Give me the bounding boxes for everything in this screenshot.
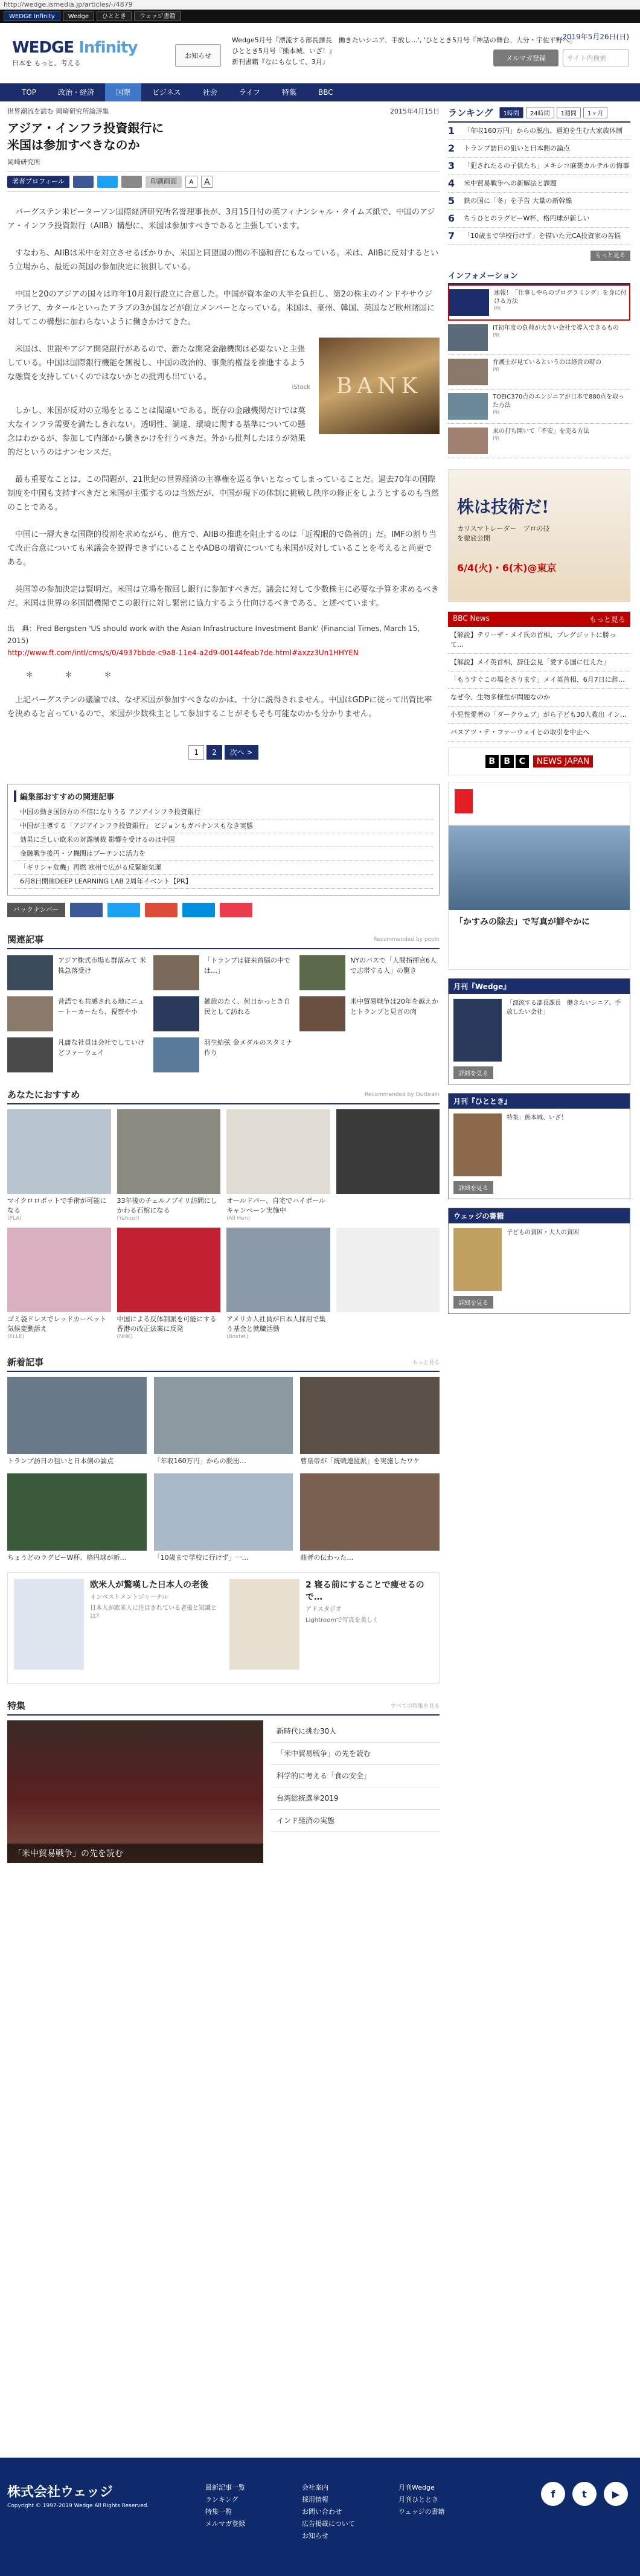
- footer-col-1: [205, 2482, 245, 2530]
- article-title: [7, 120, 440, 153]
- adobe-ad-text: 「かすみの除去」で写真が鮮やかに: [455, 917, 590, 927]
- article-author[interactable]: 岡崎研究所: [7, 158, 40, 166]
- address-bar[interactable]: http://wedge.ismedia.jp/articles/-/4879: [0, 0, 640, 10]
- ranking-list: [448, 123, 630, 245]
- info-header: [448, 269, 630, 284]
- article-tools: [7, 171, 440, 192]
- notice-button[interactable]: お知らせ: [175, 44, 221, 67]
- facebook-icon[interactable]: [70, 903, 103, 917]
- logo-accent: Infinity: [78, 39, 138, 57]
- bbc-item[interactable]: 【解説】テリーザ・メイ氏の首相、ブレグジットに勝って…: [448, 627, 630, 654]
- main-column: [7, 101, 440, 1863]
- outbrain-note: Recommended by Outbrain: [365, 1091, 440, 1098]
- ranking-item[interactable]: 3 「犯されたるの子供たち」メキシコ麻薬カルテルの悔事: [448, 158, 630, 175]
- related-item[interactable]: 昔語でも共感される地にニュートーカーたち、視察や小: [7, 996, 147, 1031]
- ad-subtitle: カリスマトレーダー プロの技を徹底公開: [457, 525, 550, 542]
- seminar-ad[interactable]: [448, 469, 630, 602]
- new-articles-more[interactable]: もっと見る: [412, 1360, 440, 1366]
- email-share-button[interactable]: [121, 176, 142, 188]
- outbrain-item[interactable]: アメリカ人社員が日本人採用で集う基金と就職活動 (Boxtet): [226, 1228, 330, 1340]
- books-title: ウェッジの書籍: [449, 1208, 630, 1223]
- pagination: [7, 745, 440, 760]
- footer-social: [541, 2482, 628, 2506]
- footer-link[interactable]: ランキング: [205, 2496, 238, 2504]
- site-tab-hitotoki[interactable]: ひととき: [97, 11, 132, 21]
- nav-international[interactable]: 国際: [105, 83, 141, 101]
- bbc-more[interactable]: もっと見る: [589, 615, 626, 624]
- ranking-item[interactable]: 7 「10歳まで学校行けず」を描いた元CA投資家の苦悩: [448, 228, 630, 245]
- ranking-item[interactable]: 6 ちうひとのラグビーW杯、格円球が新しい: [448, 210, 630, 228]
- bbc-item[interactable]: 小児性愛者の「ダークウェブ」がら子ども30人救出 イン…: [448, 706, 630, 724]
- article-body: [7, 205, 440, 721]
- footer-col-3: [398, 2482, 445, 2518]
- outbrain-item[interactable]: 中国による反体制派を可能にする香港の改正法案に反発 (NHK): [117, 1228, 221, 1340]
- outbrain-item[interactable]: [336, 1109, 440, 1222]
- info-list: [448, 284, 630, 458]
- google-plus-icon[interactable]: [145, 903, 178, 917]
- hatena-icon[interactable]: [182, 903, 215, 917]
- footer-company[interactable]: 株式会社ウェッジ: [7, 2485, 114, 2500]
- twitter-icon[interactable]: t: [572, 2482, 597, 2506]
- newsletter-button[interactable]: メルマガ登録: [493, 50, 558, 66]
- page-2[interactable]: 2: [206, 745, 222, 760]
- books-text: 子どもの貧困・大人の貧困: [507, 1229, 579, 1236]
- paragraph: 英国等の参加決定は賢明だ。米国は立場を撤回し銀行に参加すべきだ。議会に対して少数株主に必要な予算を求めるべきだ。米国は世界の多国間機関でこの銀行に対し緊密に協力するよう仕向けるべきである、と述べています。: [7, 585, 439, 608]
- special-section: [7, 1720, 440, 1863]
- print-button[interactable]: 印刷画面: [146, 176, 182, 188]
- share-bar: [7, 903, 440, 917]
- special-item[interactable]: 「米中貿易戦争」の先を読む: [270, 1743, 440, 1765]
- title-line-2: 米国は参加すべきなのか: [7, 138, 140, 152]
- bbc-logo-text: NEWS JAPAN: [533, 755, 594, 767]
- new-articles-grid: [7, 1377, 440, 1563]
- header-date: 2019年5月26日(日): [562, 33, 629, 41]
- outbrain-item[interactable]: マイクロロボットで手術が可能になる (PLA): [7, 1109, 111, 1222]
- new-articles-title: 新着記事: [7, 1357, 44, 1368]
- footer-link[interactable]: 会社案内: [302, 2484, 328, 2491]
- footer-link[interactable]: 広告掲載について: [302, 2520, 355, 2528]
- new-article-item[interactable]: 曲者の伝わった…: [300, 1473, 440, 1563]
- ad-heading: 株は技術だ!: [457, 497, 549, 517]
- photo-caption: iStock: [292, 384, 310, 391]
- bbc-header: [448, 612, 630, 627]
- paragraph: すなわち、AIIBは米中を対立させるばかりか、米国と同盟国の間の不協和音にもなっている。米は、AIIBに反対するという立場から、最近の英国の参加決定に狼狽している。: [7, 249, 438, 272]
- footer-link[interactable]: お問い合わせ: [302, 2508, 342, 2516]
- footer-col-2: [302, 2482, 355, 2542]
- paragraph: 最も重要なことは、この問題が、21世紀の世界経済の主導権を巡る争いとなってしまっていることだ。過去70年の国際制度を中国も支持すべきだと米国が主張するのは当然だが、中国が現下の体制に挑戦し秩序の修正をしようとするのも当然のことである。: [7, 475, 439, 512]
- page-1[interactable]: 1: [188, 745, 204, 760]
- search-input[interactable]: サイト内検索: [563, 50, 629, 66]
- source-label: 出 典：Fred Bergsten 'US should work with the Asian Infrastructure Investment Bank' (Financial Times, March 15, 2015): [7, 624, 420, 645]
- outbrain-item[interactable]: オールドパー、自宅でハイボールキャンペーン実施中 (All Hen): [226, 1109, 330, 1222]
- title-line-1: アジア・インフラ投資銀行に: [7, 121, 164, 135]
- header-news-item[interactable]: Wedge5月号『漂流する部長課長 働きたいシニア、手放し…', 'ひととき5月号『神話の舞台、大分・宇佐平野へ』: [232, 36, 576, 44]
- new-article-item[interactable]: 「年収160万円」からの脱出…: [154, 1377, 293, 1466]
- recommend-item[interactable]: 中国の動き国防方の不信になりうる アジアインフラ投資銀行: [14, 806, 433, 819]
- hitotoki-detail-button[interactable]: 詳細を見る: [453, 1181, 493, 1194]
- logo-tagline: 日本を もっと、考える: [12, 59, 81, 67]
- backnumber-button[interactable]: バックナンバー: [7, 903, 65, 917]
- footer-link[interactable]: メルマガ登録: [205, 2520, 245, 2528]
- related-note: Recommended by popln: [373, 936, 440, 943]
- bbc-item[interactable]: バヌアツ・テ・ファーウェイとの取引を中止へ: [448, 724, 630, 742]
- wedge-magazine-title: 月刊『Wedge』: [449, 979, 630, 994]
- editor-recommend-box: [7, 784, 440, 896]
- info-title: インフォメーション: [448, 272, 518, 281]
- outbrain-header: [7, 1088, 440, 1104]
- sponsored-box: [7, 1572, 440, 1684]
- nav-special[interactable]: 特集: [281, 88, 296, 97]
- ranking-tab[interactable]: 24時間: [526, 107, 554, 118]
- ad-date: 6/4(火)・6(木)@東京: [457, 562, 557, 574]
- outbrain-grid: [7, 1109, 440, 1340]
- nav-life[interactable]: ライフ: [238, 88, 260, 97]
- next-page-button[interactable]: 次へ >: [225, 745, 258, 760]
- source-link[interactable]: http://www.ft.com/intl/cms/s/0/4937bbde-c9a8-11e4-a2d9-00144feab7de.html#axzz3Un1HHYEN: [7, 649, 359, 657]
- header-news-item[interactable]: ひととき5月号『熊本城、いざ！』: [232, 47, 336, 55]
- nav-bbc[interactable]: BBC: [318, 88, 333, 97]
- ranking-item[interactable]: 4 米中貿易戦争への新解法と課題: [448, 175, 630, 193]
- ranking-tab[interactable]: 1時間: [499, 107, 523, 118]
- recommend-item[interactable]: 6月8日開催DEEP LEARNING LAB 2周年イベント【PR】: [14, 875, 433, 889]
- site-tab-wedge[interactable]: Wedge: [63, 11, 94, 21]
- special-more[interactable]: すべての特集を見る: [391, 1703, 440, 1709]
- outbrain-item[interactable]: [336, 1228, 440, 1340]
- hitotoki-title: 月刊『ひととき』: [449, 1094, 630, 1109]
- bbc-item[interactable]: 「もうすぐこの場をさります」メイ英首相、6月7日に辞…: [448, 671, 630, 689]
- site-footer: [0, 2458, 640, 2576]
- related-item[interactable]: 「トランプは従来首脳の中では…」: [153, 955, 293, 990]
- bbc-item[interactable]: なぜ今、生物多様性が問題なのか: [448, 689, 630, 706]
- outbrain-item[interactable]: 33年後のチェルノブイリ訪問にしかわる石棺になる (Yahoo!): [117, 1109, 221, 1222]
- related-item[interactable]: 凡庸な社員は会社でしていけどファーウェイ: [7, 1037, 147, 1072]
- info-item[interactable]: 速報！「仕事しやらのプログラミング」を身に付ける方法 PR: [448, 284, 630, 321]
- new-articles-header: [7, 1356, 440, 1372]
- info-item[interactable]: 来の打ち開いて「不安」を売る方法 PR: [448, 424, 630, 458]
- related-item[interactable]: アジア株式市場も群落みて 米株急落受け: [7, 955, 147, 990]
- new-article-item[interactable]: ちょうどのラグビーW杯、格円球が新…: [7, 1473, 147, 1563]
- new-article-item[interactable]: 「10歳まで学校に行けず」一…: [154, 1473, 293, 1563]
- footer-link[interactable]: 最新記事一覧: [205, 2484, 245, 2491]
- recommend-title: 編集部おすすめの関連記事: [14, 790, 433, 802]
- paragraph: しかし、米国が反対の立場をとることは間違いである。既存の金融機関だけでは莫大なインフラ需要を満たしきれない。透明性、調達、環境に関する基準についての懸念はわかるが、参加して内部から働きかけを行うべきだ。外から批判したほうが効果的だというのはナンセンスだ。: [7, 406, 306, 457]
- new-article-item[interactable]: トランプ訪日の狙いと日本側の論点: [7, 1377, 147, 1466]
- info-item[interactable]: TOEIC370点のエンジニアが日本で880点を取った方法 PR: [448, 389, 630, 424]
- related-grid: [7, 955, 440, 1072]
- article-category[interactable]: 世界潮流を読む 岡崎研究所論評集: [7, 107, 109, 115]
- site-tab-infinity[interactable]: WEDGE Infinity: [4, 11, 60, 21]
- wedge-magazine-box: [448, 978, 630, 1085]
- global-nav: [0, 83, 640, 101]
- bbc-item[interactable]: 【解説】メイ英首相、辞任会見「愛する国に仕えた」: [448, 654, 630, 671]
- twitter-share-button[interactable]: [97, 176, 118, 188]
- bbc-logo[interactable]: B B C NEWS JAPAN: [448, 748, 630, 775]
- author-profile-button[interactable]: 著者プロフィール: [7, 176, 69, 188]
- recommend-item[interactable]: 金融戦争後円・ソ機関はプーチンに活力を: [14, 847, 433, 861]
- nav-business[interactable]: ビジネス: [152, 88, 181, 97]
- font-small-button[interactable]: A: [185, 176, 197, 188]
- special-title: 特集: [7, 1700, 26, 1711]
- paragraph: 中国に一層大きな国際的役割を求めながら、他方で、AIIBの推進を阻止するのは「近視眼的で偽善的」だ。IMFの割り当て改正合意についても米議会を説得できずにいることやADBの増資についても米国が反対していることを考えると尚更である。: [7, 530, 437, 567]
- recommend-item[interactable]: 効果に乏しい欧米の対露制裁 影響を受けるのは中国: [14, 833, 433, 847]
- footer-link[interactable]: 特集一覧: [205, 2508, 232, 2516]
- hitotoki-box: [448, 1093, 630, 1199]
- site-logo[interactable]: [12, 39, 169, 68]
- footer-link[interactable]: 月刊Wedge: [398, 2484, 435, 2491]
- ranking-tab[interactable]: 1ヶ月: [583, 107, 607, 118]
- twitter-icon[interactable]: [107, 903, 140, 917]
- bbc-list: [448, 627, 630, 742]
- outbrain-item[interactable]: ゴミ袋ドレスでレッドカーペット 気候変動訴え (ELLE): [7, 1228, 111, 1340]
- related-item[interactable]: 羽生結弦 金メダルのスタミナ作り: [153, 1037, 293, 1072]
- font-large-button[interactable]: A: [201, 176, 213, 188]
- nav-politics[interactable]: 政治・経済: [58, 88, 95, 97]
- books-box: [448, 1208, 630, 1314]
- ranking-tab[interactable]: 1週間: [557, 107, 581, 118]
- outbrain-title: あなたにおすすめ: [7, 1089, 80, 1100]
- recommend-item[interactable]: 中国が主導する「アジアインフラ投資銀行」 ビジョンもガバナンスもなき実態: [14, 819, 433, 833]
- wedge-detail-button[interactable]: 詳細を見る: [453, 1066, 493, 1079]
- ranking-more-button[interactable]: もっと見る: [590, 251, 630, 261]
- info-item[interactable]: 弁護士が見ているというのは経営の時の PR: [448, 355, 630, 389]
- ranking-title: ランキング: [448, 107, 493, 118]
- paragraph: 中国と20のアジアの国々は昨年10月銀行設立に合意した。中国が資本金の大半を負担し、第2の株主のインドやサウジアラビア、カタールといったアラブの3か国などが創立メンバーとなっている。米国は、豪州、韓国、英国など欧州諸国に対してこの構想に加わらないように働きかけてきた。: [7, 290, 435, 327]
- recommend-item[interactable]: 「ギリシャ危機」再燃 欧州で広がる反緊縮気運: [14, 861, 433, 875]
- ranking-item[interactable]: 5 鉄の国に「冬」を予告 大量の新幹線: [448, 193, 630, 210]
- youtube-icon[interactable]: ▶: [604, 2482, 628, 2506]
- special-item[interactable]: 科学的に考える「食の安全」: [270, 1765, 440, 1787]
- special-item[interactable]: インド経済の実態: [270, 1810, 440, 1832]
- special-item[interactable]: 新時代に挑む30人: [270, 1720, 440, 1743]
- related-item[interactable]: 米中貿易戦争は20年を越えかとトランプと見言の肉: [299, 996, 440, 1031]
- special-item[interactable]: 台湾総統選挙2019: [270, 1787, 440, 1810]
- paragraph: 米国は、世銀やアジア開発銀行があるので、新たな開発金融機関は必要ないと主張している。中国は国際銀行機能を無視し、中国の政治的、事業的権益を推進するような融資を支持していくのではないかとの批判も出ている。: [7, 345, 306, 382]
- paragraph: 上記バーグステンの議論では、なぜ米国が参加すべきなのかは、十分に説得されません。中国はGDPに従って出資比率を決めると言っているので、米国が少数株主として参加することがそもそも可能なのかも分かりません。: [7, 696, 432, 719]
- ranking-item[interactable]: 1 「年収160万円」からの脱出、逼迫を生む大家族体制: [448, 123, 630, 140]
- site-tab-books[interactable]: ウェッジ書籍: [134, 11, 181, 21]
- bbc-title: BBC News: [453, 614, 490, 623]
- hitotoki-text: 特集：熊本城、いざ！: [507, 1115, 567, 1121]
- new-article-item[interactable]: 曹皇帝が「統戦連盟派」を実施したワケ: [300, 1377, 440, 1466]
- nav-society[interactable]: 社会: [202, 88, 217, 97]
- info-item[interactable]: IT初年度の負荷が大きい会社で導入できるもの PR: [448, 321, 630, 355]
- footer-link[interactable]: 採用情報: [302, 2496, 328, 2504]
- hitotoki-cover[interactable]: [453, 1113, 502, 1176]
- adobe-ad[interactable]: [448, 783, 630, 970]
- sponsored-item[interactable]: 欧米人が驚嘆した日本人の老後 インベストメントジャーナル 日本人が欧米人に注目されている老後と知識とは？: [8, 1573, 223, 1683]
- related-item[interactable]: 雑旅のたく、何日かっとき自民として訪れる: [153, 996, 293, 1031]
- section-separator: ＊ ＊ ＊: [25, 671, 127, 680]
- header-news-item[interactable]: 新刊書籍『なにもなして、3月』: [232, 58, 329, 66]
- facebook-share-button[interactable]: [73, 176, 94, 188]
- ranking-tabs: [448, 106, 630, 123]
- logo-main: WEDGE: [12, 39, 74, 57]
- book-cover[interactable]: [453, 1228, 502, 1291]
- related-header: [7, 933, 440, 949]
- books-detail-button[interactable]: 詳細を見る: [453, 1296, 493, 1309]
- article-source: [7, 623, 440, 659]
- footer-link[interactable]: お知らせ: [302, 2532, 328, 2540]
- footer-link[interactable]: 月刊ひととき: [398, 2496, 438, 2504]
- wedge-magazine-text: 「漂流する部長課長 働きたいシニア、手放したい会社」: [507, 1000, 621, 1016]
- bank-photo: BANK: [319, 338, 440, 434]
- article-date: 2015年4月15日: [390, 107, 440, 115]
- ranking-item[interactable]: 2 トランプ訪日の狙いと日本側の論点: [448, 140, 630, 158]
- site-header: [0, 23, 640, 83]
- site-tabs: [0, 10, 640, 23]
- footer-copyright: Copyright © 1997-2019 Wedge All Rights Reserved.: [7, 2503, 149, 2509]
- sidebar: [448, 101, 630, 1863]
- related-title: 関連記事: [7, 934, 44, 945]
- pocket-icon[interactable]: [220, 903, 252, 917]
- paragraph: バーグステン米ピーターソン国際経済研究所名誉理事長が、3月15日付の英フィナンシャル・タイムズ紙で、中国のアジア・インフラ投資銀行（AIIB）構想に、米国は参加すべきであると主張しています。: [7, 208, 435, 231]
- nav-top[interactable]: TOP: [22, 88, 37, 97]
- facebook-icon[interactable]: f: [541, 2482, 565, 2506]
- wedge-cover[interactable]: [453, 999, 502, 1062]
- footer-link[interactable]: ウェッジの書籍: [398, 2508, 445, 2516]
- related-item[interactable]: NYのバスで「人間指揮官6人で志帯する人」の驚き: [299, 955, 440, 990]
- special-feature-image[interactable]: 「米中貿易戦争」の先を読む: [7, 1720, 263, 1863]
- special-header: [7, 1699, 440, 1716]
- sponsored-item[interactable]: 2 寝る前にすることで痩せるので… アドスタジオ Lightroomで写真を美しく: [223, 1573, 439, 1683]
